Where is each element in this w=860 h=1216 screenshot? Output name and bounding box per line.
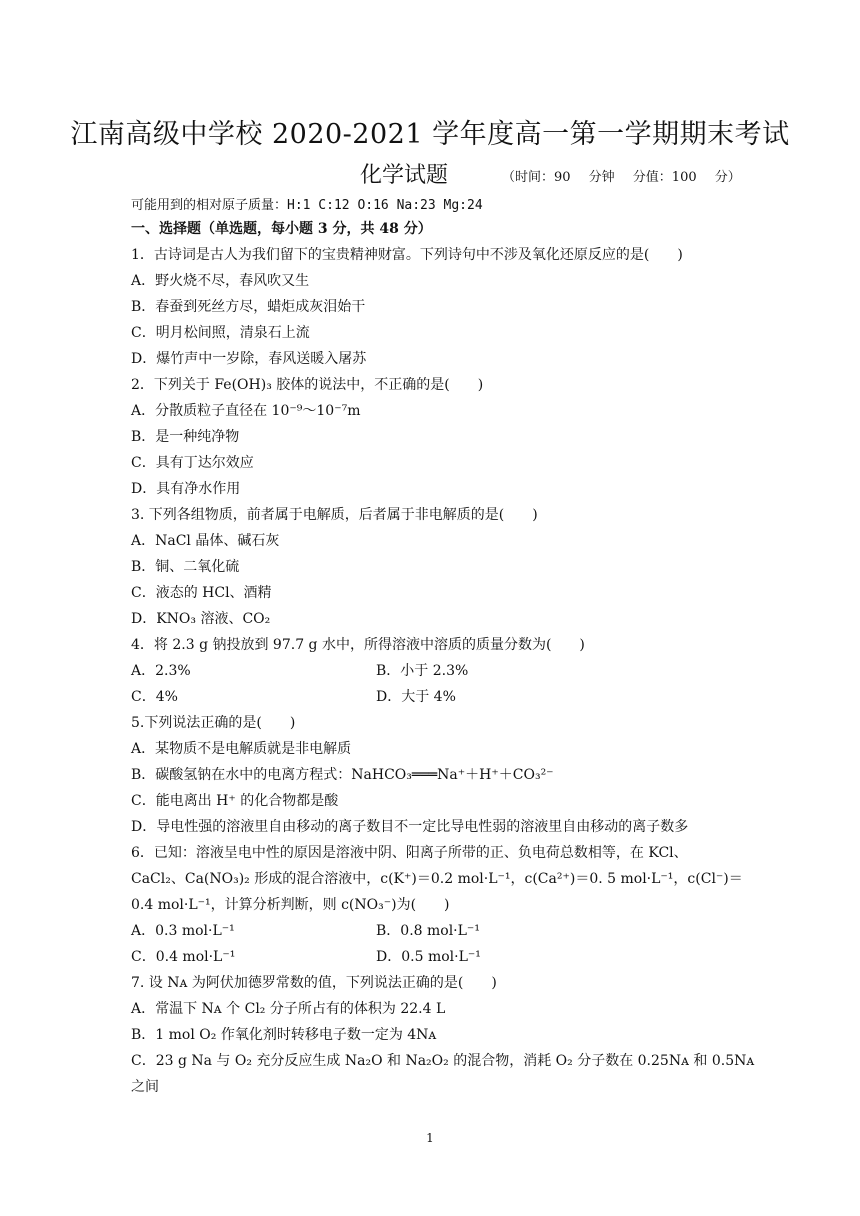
- question-4-option-c: C．4%: [131, 689, 178, 705]
- question-4-option-b: B．小于 2.3%: [376, 663, 469, 679]
- question-1-option-d: D．爆竹声中一岁除，春风送暖入屠苏: [131, 351, 367, 367]
- question-2-option-b: B．是一种纯净物: [131, 429, 240, 445]
- question-2-option-a: A．分散质粒子直径在 10⁻⁹～10⁻⁷m: [131, 403, 361, 419]
- exam-time-score: （时间：90 分钟 分值：100 分）: [502, 170, 741, 185]
- question-6-option-c: C．0.4 mol·L⁻¹: [131, 949, 236, 965]
- question-3-stem: 3. 下列各组物质，前者属于电解质，后者属于非电解质的是( ): [131, 507, 538, 523]
- question-2-option-c: C．具有丁达尔效应: [131, 455, 254, 471]
- question-2-stem: 2．下列关于 Fe(OH)₃ 胶体的说法中，不正确的是( ): [131, 377, 484, 393]
- question-1-option-a: A．野火烧不尽，春风吹又生: [131, 273, 310, 289]
- question-5-option-a: A．某物质不是电解质就是非电解质: [131, 741, 352, 757]
- question-5-option-d: D．导电性强的溶液里自由移动的离子数目不一定比导电性弱的溶液里自由移动的离子数多: [131, 819, 689, 835]
- question-6-stem-line3: 0.4 mol·L⁻¹，计算分析判断，则 c(NO₃⁻)为( ): [131, 897, 450, 913]
- question-7-option-a: A．常温下 Nᴀ 个 Cl₂ 分子所占有的体积为 22.4 L: [131, 1001, 446, 1017]
- question-4-option-d: D．大于 4%: [376, 689, 456, 705]
- question-6-option-b: B．0.8 mol·L⁻¹: [376, 923, 480, 939]
- question-4-stem: 4．将 2.3 g 钠投放到 97.7 g 水中，所得溶液中溶质的质量分数为( ): [131, 637, 585, 653]
- question-3-option-a: A．NaCl 晶体、碱石灰: [131, 533, 280, 549]
- question-6-option-a: A．0.3 mol·L⁻¹: [131, 923, 235, 939]
- atomic-masses: 可能用到的相对原子质量：H:1 C:12 O:16 Na:23 Mg:24: [131, 198, 483, 213]
- question-4-option-a: A．2.3%: [131, 663, 191, 679]
- page-number: 1: [426, 1131, 434, 1145]
- exam-subtitle: 化学试题: [360, 163, 449, 188]
- question-5-option-c: C．能电离出 H⁺ 的化合物都是酸: [131, 793, 339, 809]
- section-heading: 一、选择题（单选题，每小题 3 分，共 48 分）: [131, 221, 432, 237]
- question-2-option-d: D．具有净水作用: [131, 481, 241, 497]
- question-5-option-b: B．碳酸氢钠在水中的电离方程式：NaHCO₃═══Na⁺＋H⁺＋CO₃²⁻: [131, 767, 554, 783]
- question-7-option-c-line1: C．23 g Na 与 O₂ 充分反应生成 Na₂O 和 Na₂O₂ 的混合物，消耗 O₂ 分子数在 0.25Nᴀ 和 0.5Nᴀ: [131, 1053, 755, 1069]
- question-3-option-c: C．液态的 HCl、酒精: [131, 585, 272, 601]
- question-1-option-c: C．明月松间照，清泉石上流: [131, 325, 310, 341]
- question-6-stem-line2: CaCl₂、Ca(NO₃)₂ 形成的混合溶液中，c(K⁺)＝0.2 mol·L⁻¹，c(Ca²⁺)＝0. 5 mol·L⁻¹，c(Cl⁻)＝: [131, 871, 743, 887]
- question-3-option-b: B．铜、二氧化硫: [131, 559, 240, 575]
- question-1-stem: 1．古诗词是古人为我们留下的宝贵精神财富。下列诗句中不涉及氧化还原反应的是( ): [131, 247, 683, 263]
- exam-title: 江南高级中学校 2020-2021 学年度高一第一学期期末考试: [70, 119, 790, 150]
- question-7-option-c-line2: 之间: [131, 1079, 159, 1095]
- question-7-stem: 7. 设 Nᴀ 为阿伏加德罗常数的值，下列说法正确的是( ): [131, 975, 497, 991]
- question-5-stem: 5.下列说法正确的是( ): [131, 715, 296, 731]
- question-1-option-b: B．春蚕到死丝方尽，蜡炬成灰泪始干: [131, 299, 366, 315]
- question-6-stem-line1: 6．已知：溶液呈电中性的原因是溶液中阴、阳离子所带的正、负电荷总数相等，在 KCl、: [131, 845, 688, 861]
- question-7-option-b: B．1 mol O₂ 作氧化剂时转移电子数一定为 4Nᴀ: [131, 1027, 437, 1043]
- question-6-option-d: D．0.5 mol·L⁻¹: [376, 949, 481, 965]
- question-3-option-d: D．KNO₃ 溶液、CO₂: [131, 611, 271, 627]
